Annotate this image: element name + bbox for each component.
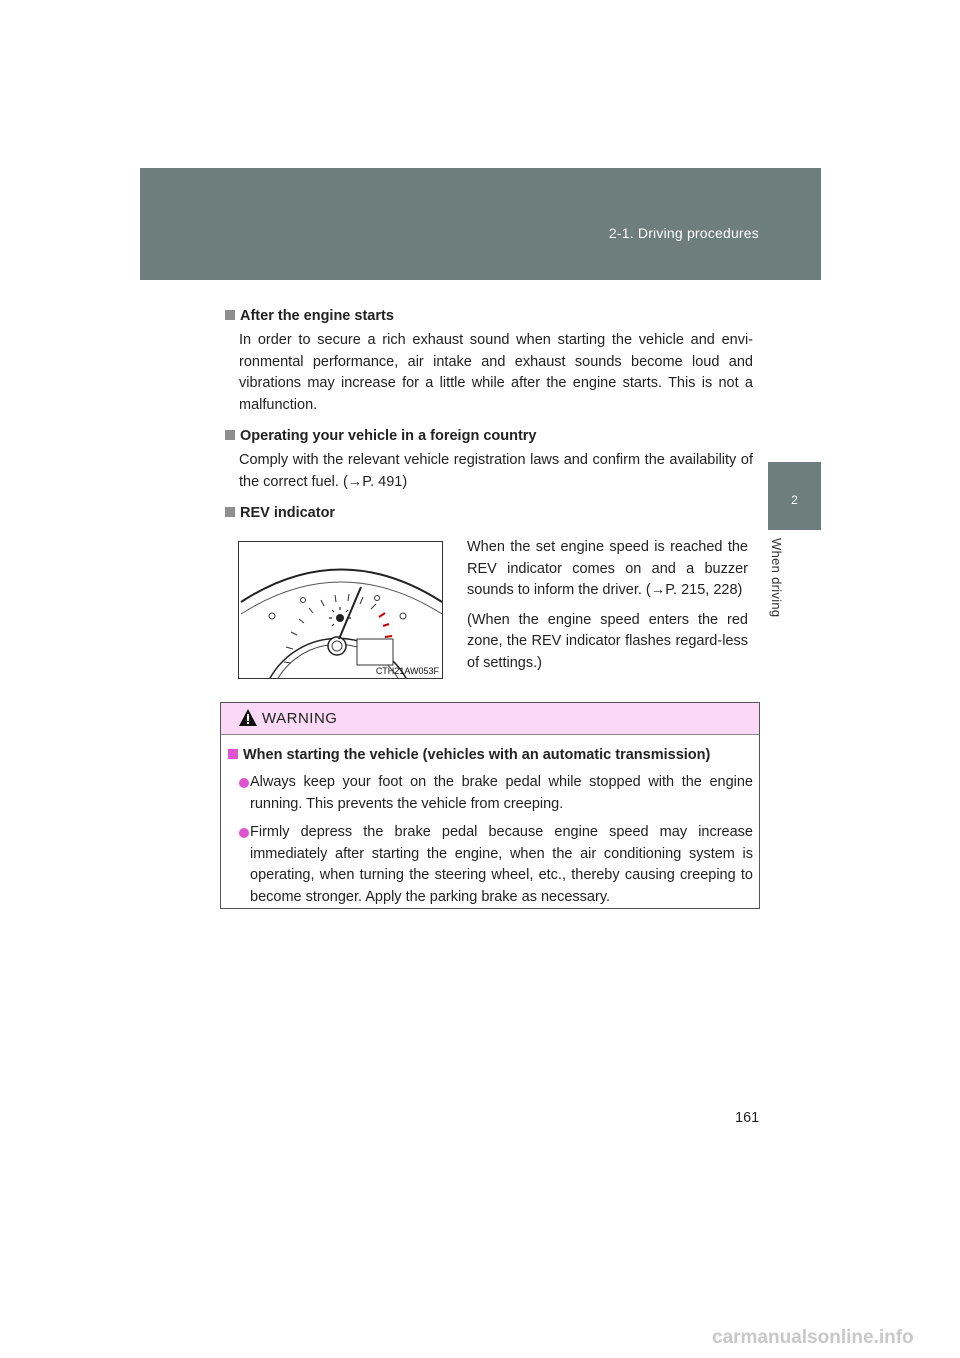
chapter-label — [769, 538, 797, 648]
section-foreign-country — [225, 426, 755, 493]
bullet-dot-icon — [239, 828, 249, 838]
rev-description — [467, 537, 748, 682]
heading-square-icon — [225, 430, 235, 440]
section-title: 2-1. Driving procedures — [608, 225, 759, 241]
chapter-tab — [768, 462, 821, 530]
header-band — [140, 168, 821, 280]
page-number: 161 — [735, 1110, 760, 1126]
tachometer-illustration — [238, 541, 443, 679]
warning-triangle-icon — [238, 708, 258, 727]
section-heading: After the engine starts — [240, 308, 394, 324]
warning-box — [220, 702, 760, 909]
rev-text-1: When the set engine speed is reached the REV indicator comes on and a buzzer sounds to inform the driver. (→P. 215, 228) — [467, 539, 748, 598]
section-body: Comply with the relevant vehicle registration laws and confirm the availability of the correct fuel. (→P. 491) — [239, 452, 753, 490]
heading-square-icon — [225, 507, 235, 517]
image-code: CTH21AW053F — [375, 666, 439, 676]
chapter-number: 2 — [791, 493, 798, 507]
section-heading: Operating your vehicle in a foreign country — [240, 428, 537, 444]
watermark: carmanualsonline.info — [712, 1327, 914, 1348]
tachometer-icon — [239, 542, 443, 679]
bullet-dot-icon — [239, 778, 249, 788]
warning-title: WARNING — [262, 710, 338, 727]
section-rev-indicator — [225, 503, 755, 681]
heading-square-icon — [225, 310, 235, 320]
warning-bullet: Firmly depress the brake pedal because engine speed may increase immediately after starting the engine, when the air conditioning system is operating, when turning the steering wheel, etc., thereby causing creeping to become stronger. Apply the parking brake as necessary. — [228, 822, 753, 908]
rev-text-2: (When the engine speed enters the red zone, the REV indicator flashes regard-less of settings.) — [467, 611, 748, 671]
section-after-engine-starts — [225, 306, 755, 416]
warning-header — [221, 703, 759, 735]
warning-subheading: When starting the vehicle (vehicles with an automatic transmission) — [243, 747, 711, 763]
heading-square-icon — [228, 749, 238, 759]
warning-bullet: Always keep your foot on the brake pedal while stopped with the engine running. This prevents the vehicle from creeping. — [228, 772, 753, 815]
chapter-label-text: When driving — [769, 538, 784, 618]
section-heading: REV indicator — [240, 505, 336, 521]
section-body: In order to secure a rich exhaust sound when starting the vehicle and envi-ronmental performance, air intake and exhaust sounds become loud and vibrations may increase for a little while after the engine starts. This is not a malfunction. — [239, 332, 753, 413]
main-content — [225, 306, 755, 681]
